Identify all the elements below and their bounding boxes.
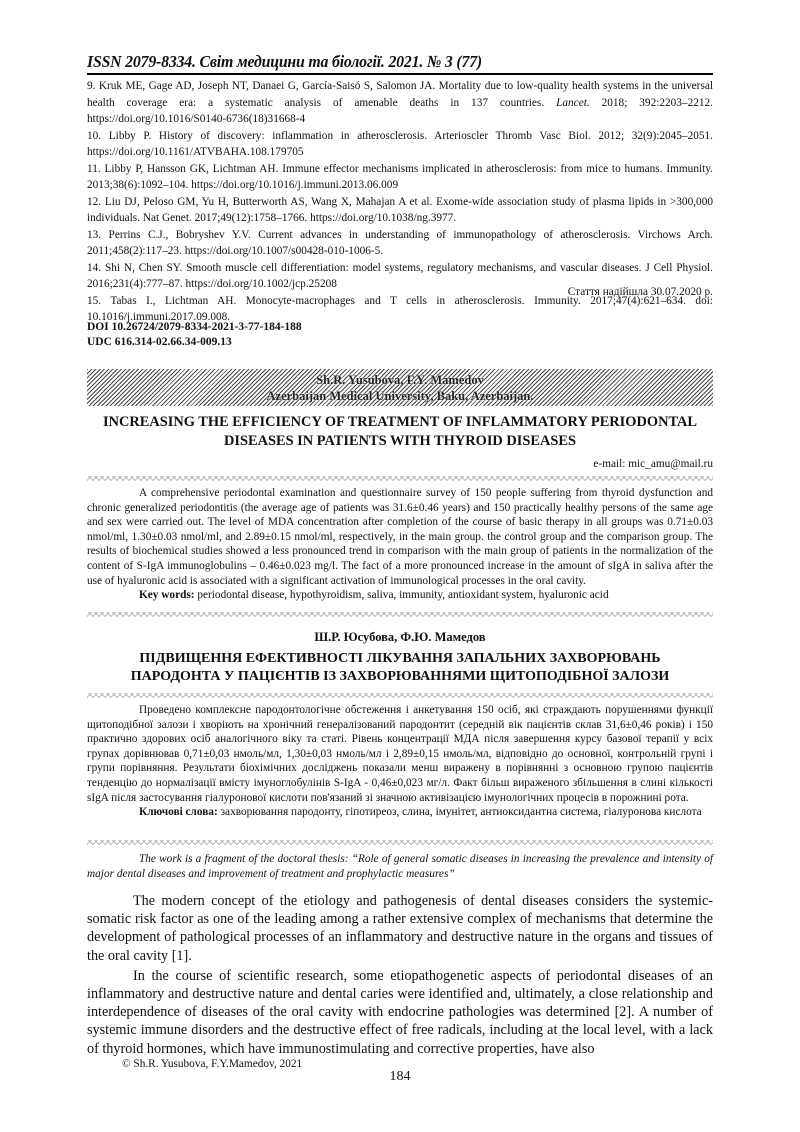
article-body: [87, 892, 713, 1060]
title-en-line: INCREASING THE EFFICIENCY OF TREATMENT OF INFLAMMATORY PERIODONTAL: [103, 414, 697, 430]
authors-en: Sh.R. Yusubova, F.Y. Mamedov: [316, 373, 484, 387]
abstract-en: [87, 486, 713, 603]
keywords-ua: [87, 805, 713, 820]
keywords-label: Ключові слова:: [139, 806, 218, 819]
udc: UDC 616.314-02.66.34-009.13: [87, 336, 232, 348]
zigzag-divider: [87, 693, 713, 699]
title-ua-line: ПАРОДОНТА У ПАЦІЄНТІВ ІЗ ЗАХВОРЮВАННЯМИ ЩИТОПОДІБНОЇ ЗАЛОЗИ: [130, 669, 670, 684]
article-title-ua: [87, 650, 713, 686]
doi: DOI 10.26724/2079-8334-2021-3-77-184-188: [87, 321, 302, 333]
affiliation-en: Azerbaijan Medical University, Baku, Azerbaijan.: [266, 389, 534, 403]
zigzag-divider: [87, 612, 713, 618]
page-number: 184: [389, 1069, 411, 1084]
reference-text: 9. Kruk ME, Gage AD, Joseph NT, Danaei G, García-Saisó S, Salomon JA. Mortality due to low-quality health systems in the universal health coverage era: a systematic analysis of amenable deaths in 137 countries.: [87, 80, 713, 109]
keywords-text: periodontal disease, hypothyroidism, saliva, immunity, antioxidant system, hyaluronic acid: [194, 589, 609, 602]
received-date: Стаття надійшла 30.07.2020 р.: [567, 286, 713, 298]
keywords-text: захворювання пародонту, гіпотиреоз, слина, імунітет, антиоксидантна система, гіалуронова кислота: [217, 806, 702, 819]
reference-item: 15. Tabas I., Lichtman AH. Monocyte-macrophages and T cells in atherosclerosis. Immunity. 2017;47(4):621–634. doi: 10.1016/j.immuni.2017.09.008.: [87, 294, 713, 323]
keywords-en: [87, 588, 713, 603]
reference-tail: 2018; 392:2203–2212. https://doi.org/10.1016/S0140-6736(18)31668-4: [87, 96, 714, 125]
abstract-en-text: A comprehensive periodontal examination and questionnaire survey of 150 people suffering from thyroid dysfunction and chronic generalized periodontitis (the average age of patients was 31.6±0.46 years) and 150 practically healthy persons of the same age and sex were carried out. The level of MDA concentration after completion of the course of basic therapy in all groups was 0.71±0.03 nmol/ml, 1.30±0.03 nmol/ml, and 2.89±0.15 nmol/ml, respectively, in the main group. the control group and the comparison group. The results of biochemical studies showed a less pronounced trend in comparison with the main group of patients in the normalization of the content of S-IgA immunoglobulins – 0.46±0.023 mg/l. The fact of a more pronounced increase in the amount of sIgA in saliva after the use of hyaluronic acid is associated with a significant activation of immunological processes in the oral cavity.: [87, 487, 713, 587]
copyright-notice: © Sh.R. Yusubova, F.Y.Mamedov, 2021: [122, 1058, 303, 1070]
body-paragraph: The modern concept of the etiology and pathogenesis of dental diseases considers the systemic-somatic risk factor as one of the leading among a rather extensive complex of mechanisms that determine the development of pathological processes of an inflammatory and destructive nature in the organs and tissues of the oral cavity [1].: [87, 893, 713, 964]
zigzag-divider: [87, 476, 713, 482]
contact-email: e-mail: mic_amu@mail.ru: [593, 458, 713, 470]
article-identifiers: [87, 320, 713, 350]
reference-item: 12. Liu DJ, Peloso GM, Yu H, Butterworth AS, Wang X, Mahajan A et al. Exome-wide association study of plasma lipids in >300,000 individuals. Nat Genet. 2017;49(12):1758–1766. https://doi.org/10.1038/ng.3977.: [87, 195, 713, 224]
author-band: [87, 369, 713, 406]
abstract-ua-text: Проведено комплексне пародонтологічне обстеження і анкетування 150 осіб, які страждають порушеннями функції щитоподібної залози і хворіють на хронічний генералізований пародонтит (середній вік пацієнтів склав 31,6±0,46 років) і 150 практично здорових осіб аналогічного віку та статі. Рівень концентрації МДА після завершення курсу базової терапії у всіх групах дорівнював 0,71±0,03 нмоль/мл, 1,30±0,03 нмоль/мл і 2,89±0,15 нмоль/мл, відповідно до основної, контрольній групі і групи порівняння. Результати біохімічних досліджень показали менш виражену в порівнянні з основною групою пацієнтів тенденцію до нормалізації вмісту імуноглобулінів S-IgA - 0,46±0,023 мг/л. Факт більш вираженого збільшення в слині кількості sIgA після застосування гіалуронової кислоти пов'язаний зі значною активізацією імунологічних процесів в порожнині рота.: [87, 704, 713, 804]
article-title-en: [87, 413, 713, 451]
title-ua-line: ПІДВИЩЕННЯ ЕФЕКТИВНОСТІ ЛІКУВАННЯ ЗАПАЛЬНИХ ЗАХВОРЮВАНЬ: [139, 651, 661, 666]
keywords-label: Key words:: [139, 589, 195, 602]
abstract-ua: [87, 703, 713, 820]
thesis-note: [87, 852, 713, 882]
header-rule: [87, 73, 713, 75]
title-en-line: DISEASES IN PATIENTS WITH THYROID DISEASES: [223, 433, 577, 449]
body-paragraph: In the course of scientific research, some etiopathogenetic aspects of periodontal diseases of an inflammatory and destructive nature and dental caries were identified and, ultimately, a close relationship and interdependence of diseases of the oral cavity with endocrine pathologies was determined [2]. A number of systemic immune disorders and the destructive effect of free radicals, including at the local level, with a lack of thyroid hormones, which have immunostimulating and corrective properties, have also: [87, 967, 713, 1057]
thesis-note-text: The work is a fragment of the doctoral thesis: “Role of general somatic diseases in increasing the prevalence and intensity of major dental diseases and improvement of treatment and prophylactic measures”: [87, 853, 713, 880]
reference-item: 10. Libby P. History of discovery: inflammation in atherosclerosis. Arterioscler Thromb Vasc Biol. 2012; 32(9):2045–2051. https://doi.org/10.1161/ATVBAHA.108.179705: [87, 129, 713, 158]
reference-item: 11. Libby P, Hansson GK, Lichtman AH. Immune effector mechanisms implicated in atherosclerosis: from mice to humans. Immunity. 2013;38(6):1092–104. https://doi.org/10.1016/j.immuni.2013.06.009: [87, 162, 713, 191]
reference-item: 14. Shi N, Chen SY. Smooth muscle cell differentiation: model systems, regulatory mechanisms, and vascular diseases. J Cell Physiol. 2016;231(4):777–87. https://doi.org/10.1002/jcp.25208: [87, 261, 713, 290]
zigzag-divider: [87, 840, 713, 846]
reference-journal: Lancet.: [556, 96, 590, 109]
journal-header: ISSN 2079-8334. Світ медицини та біології. 2021. № 3 (77): [87, 52, 483, 71]
reference-item: 13. Perrins C.J., Bobryshev Y.V. Current advances in understanding of immunopathology of atherosclerosis. Virchows Arch. 2011;458(2):117–23. https://doi.org/10.1007/s00428-010-1006-5.: [87, 228, 713, 257]
reference-item: [87, 78, 713, 128]
authors-ua: Ш.Р. Юсубова, Ф.Ю. Мамедов: [314, 630, 486, 644]
